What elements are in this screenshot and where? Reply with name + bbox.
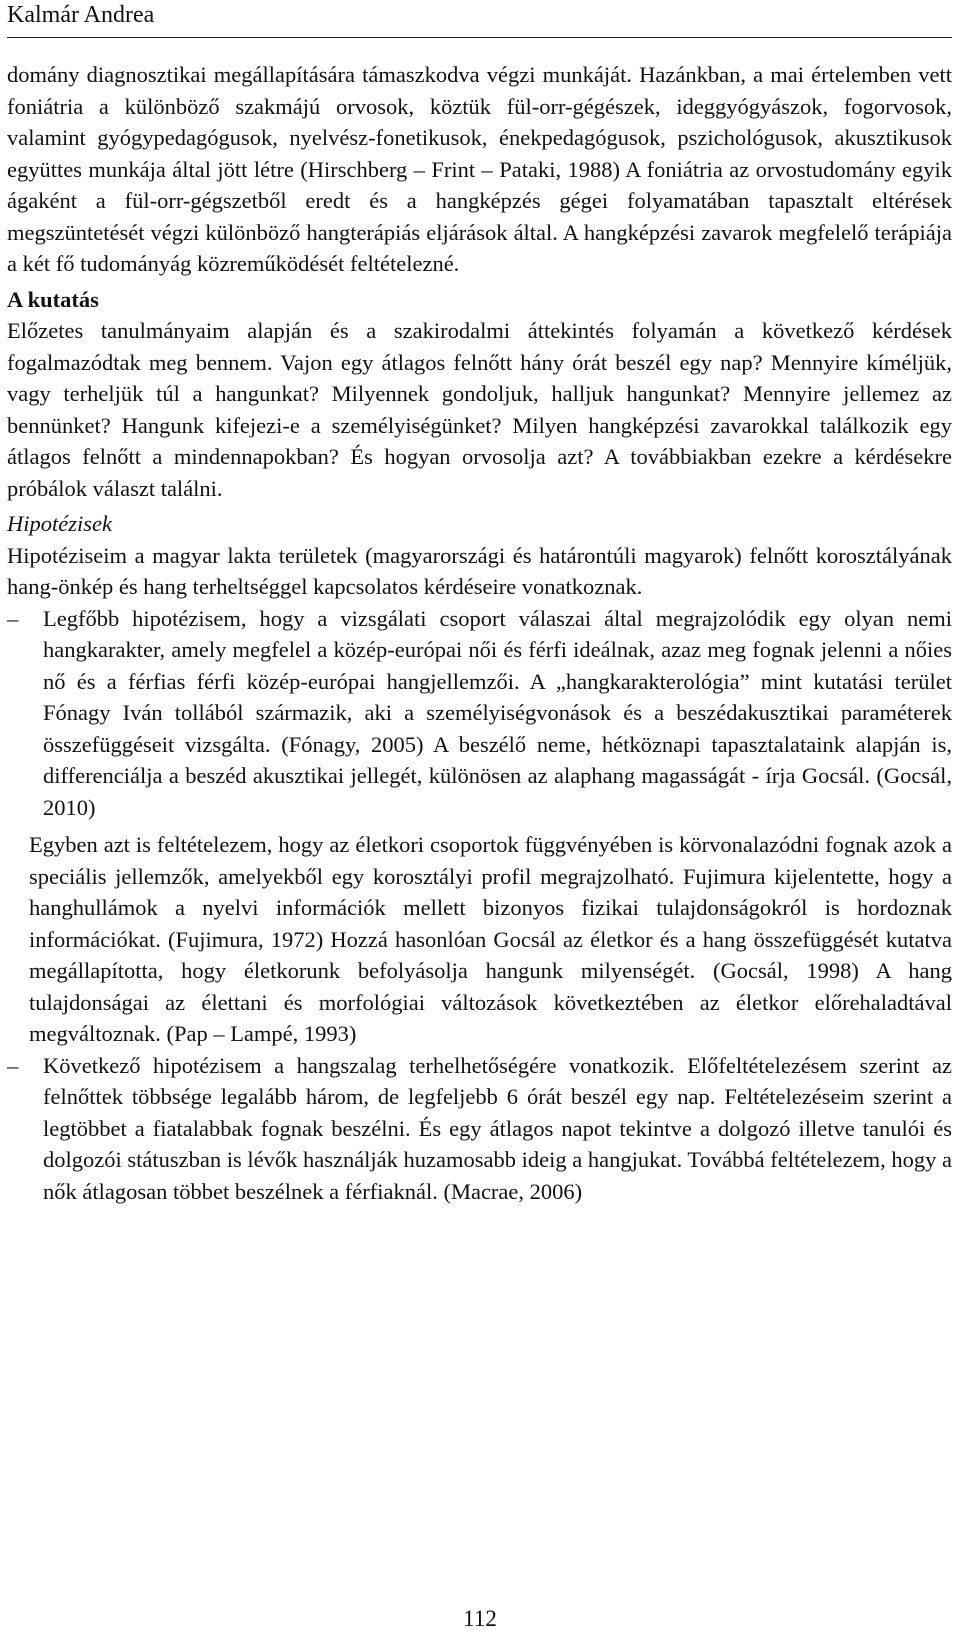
running-header	[7, 0, 952, 38]
list-item	[7, 603, 952, 824]
dash-bullet: –	[7, 1052, 19, 1078]
age-paragraph: Egyben azt is feltételezem, hogy az életkori csoportok függvényében is körvonalazódni fognak azok a speciális jellemzők, amelyekből egy korosztályi profil megrajzolható. Fujimura kijelentette, hogy a hanghullámok a nyelvi információk mellett bizonyos fizikai tulajdonságokról is hordoznak információkat. (Fujimura, 1972) Hozzá hasonlóan Gocsál az életkor és a hang összefüggését kutatva megállapította, hogy életkorunk befolyásolja hangunk milyenségét. (Gocsál, 1998) A hang tulajdonságai az élettani és morfológiai változások következtében az életkor előrehaladtával megváltoznak. (Pap – Lampé, 1993)	[29, 832, 952, 1046]
dash-bullet: –	[7, 605, 19, 631]
page-number: 112	[463, 1606, 497, 1631]
research-paragraph: Előzetes tanulmányaim alapján és a szakirodalmi áttekintés folyamán a következő kérdések fogalmazódtak meg bennem. Vajon egy átlagos felnőtt hány órát beszél egy nap? Mennyire kíméljük, vagy terheljük túl a hangunkat? Milyennek gondoljuk, halljuk hangunkat? Mennyire jellemez az bennünket? Hangunk kifejezi-e a személyiségünket? Milyen hangképzési zavarokkal találkozik egy átlagos felnőtt a mindennapokban? És hogyan orvosolja azt? A továbbiakban ezekre a kérdésekre próbálok választ találni.	[7, 318, 952, 501]
hypotheses-list	[7, 603, 952, 824]
hypotheses-intro-paragraph: Hipotéziseim a magyar lakta területek (magyarországi és határontúli magyarok) felnőtt korosztályának hang-önkép és hang terheltséggel kapcsolatos kérdéseire vonatkoznak.	[7, 542, 952, 599]
hypotheses-list-2	[7, 1050, 952, 1208]
hypothesis-2-text: Következő hipotézisem a hangszalag terhelhetőségére vonatkozik. Előfeltételezésem szerint az felnőttek többsége legalább három, de legfeljebb 6 órát beszél egy nap. Feltételezéseim szerint a legtöbbet a fiatalabbak fognak beszélni. És egy átlagos napot tekintve a dolgozó illetve tanulói és dolgozói státuszban is lévők használják huzamosabb ideig a hangjukat. Továbbá feltételezem, hogy a nők átlagosan többet beszélnek a férfiaknál. (Macrae, 2006)	[43, 1052, 952, 1204]
body-text	[7, 59, 952, 1207]
intro-paragraph: domány diagnosztikai megállapítására támaszkodva végzi munkáját. Hazánkban, a mai értelemben vett foniátria a különböző szakmájú orvosok, köztük fül-orr-gégészek, ideggyógyászok, fogorvosok, valamint gyógypedagógusok, nyelvész-fonetikusok, énekpedagógusok, pszichológusok, akusztikusok együttes munkája által jött létre (Hirschberg – Frint – Pataki, 1988) A foniátria az orvostudomány egyik ágaként a fül-orr-gégszetből eredt és a hangképzés gégei folyamatában tapasztalt eltérések megszüntetését végzi különböző hangterápiás eljárások által. A hangképzési zavarok megfelelő terápiája a két fő tudományág közreműködését feltételezné.	[7, 62, 952, 276]
list-item	[7, 1050, 952, 1208]
section-heading-research: A kutatás	[7, 286, 99, 312]
header-author: Kalmár Andrea	[7, 2, 155, 28]
section-heading-hypotheses: Hipotézisek	[7, 511, 112, 536]
hypothesis-1-text: Legfőbb hipotézisem, hogy a vizsgálati csoport válaszai által megrajzolódik egy olyan nemi hangkarakter, amely megfelel a közép-európai női és férfi ideálnak, azaz meg fognak jelenni a nőies nő és a férfias férfi közép-európai hangjellemzői. A „hangkarakterológia” mint kutatási terület Fónagy Iván tollából származik, aki a személyiségvonások és a beszédakusztikai paraméterek összefüggéseit vizsgálta. (Fónagy, 2005) A beszélő neme, hétköznapi tapasztalataink alapján is, differenciálja a beszéd akusztikai jellegét, különösen az alaphang magasságát - írja Gocsál. (Gocsál, 2010)	[43, 605, 952, 820]
